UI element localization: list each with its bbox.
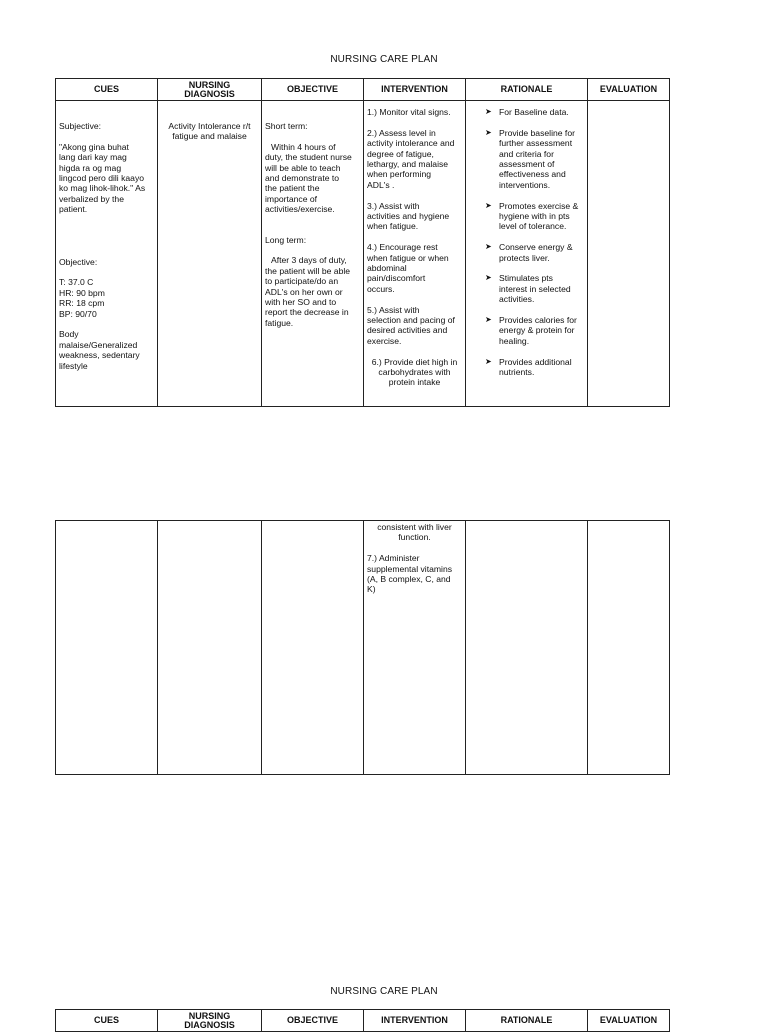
intervention-item: 4.) Encourage rest when fatigue or when abdominal pain/discomfort occurs. xyxy=(367,242,449,294)
arrow-bullet-icon: ➤ xyxy=(485,315,492,325)
table-body-row xyxy=(56,521,670,775)
vital-signs: T: 37.0 C HR: 90 bpm RR: 18 cpm BP: 90/70 xyxy=(59,277,105,319)
header-nursing-diagnosis: NURSING DIAGNOSIS xyxy=(158,1010,262,1032)
intervention-item: 1.) Monitor vital signs. xyxy=(367,107,451,117)
objective-cell xyxy=(262,521,364,775)
long-term-text: After 3 days of duty, the patient will be able to participate/do an ADL's on her own or with her SO and to report the decrease in fatigue. xyxy=(265,255,351,328)
rationale-item: ➤ Provide baseline for further assessment and criteria for assessment of effectiveness and interventions. xyxy=(485,127,575,190)
header-evaluation: EVALUATION xyxy=(588,1010,670,1032)
subjective-label: Subjective: xyxy=(59,121,102,131)
rationale-list xyxy=(469,107,584,377)
long-term-label: Long term: xyxy=(265,234,307,245)
arrow-bullet-icon: ➤ xyxy=(485,356,492,366)
rationale-item: ➤ Stimulates pts interest in selected activities. xyxy=(485,273,571,305)
rationale-item: ➤ Provides additional nutrients. xyxy=(485,356,572,378)
intervention-item: 7.) Administer supplemental vitamins (A, B complex, C, and K) xyxy=(367,553,453,595)
arrow-bullet-icon: ➤ xyxy=(485,273,492,283)
diagnosis-cell xyxy=(158,521,262,775)
intervention-item: 3.) Assist with activities and hygiene when fatigue. xyxy=(367,200,450,232)
header-evaluation: EVALUATION xyxy=(588,79,670,101)
objective-label: Objective: xyxy=(59,256,98,267)
cues-cell xyxy=(56,101,158,407)
header-objective: OBJECTIVE xyxy=(262,79,364,101)
evaluation-cell xyxy=(588,101,670,407)
intervention-item: consistent with liver function. xyxy=(377,522,452,543)
care-plan-continuation-table xyxy=(55,520,670,775)
rationale-item: ➤ Promotes exercise & hygiene with in pts level of tolerance. xyxy=(485,200,579,232)
arrow-bullet-icon: ➤ xyxy=(485,127,492,137)
rationale-item: ➤ For Baseline data. xyxy=(485,107,569,117)
header-rationale: RATIONALE xyxy=(466,79,588,101)
rationale-item: ➤ Provides calories for energy & protein for healing. xyxy=(485,315,577,346)
header-rationale: RATIONALE xyxy=(466,1010,588,1032)
header-cues: CUES xyxy=(56,1010,158,1032)
diagnosis-cell xyxy=(158,101,262,407)
header-objective: OBJECTIVE xyxy=(262,1010,364,1032)
header-intervention: INTERVENTION xyxy=(364,79,466,101)
table-header-row xyxy=(56,79,670,101)
table-header-row xyxy=(56,1010,670,1032)
header-nursing-diagnosis: NURSING DIAGNOSIS xyxy=(158,79,262,101)
arrow-bullet-icon: ➤ xyxy=(485,107,492,116)
subjective-text: "Akong gina buhat lang dari kay mag higda ra og mag lingcod pero dili kaayo ko mag lihok-lihok." As verbalized by the patient. xyxy=(59,141,146,215)
evaluation-cell xyxy=(588,521,670,775)
short-term-label: Short term: xyxy=(265,121,308,131)
intervention-item: 2.) Assess level in activity intolerance and degree of fatigue, lethargy, and malaise when performing ADL's . xyxy=(367,127,455,190)
intervention-item: 6.) Provide diet high in carbohydrates with protein intake xyxy=(371,356,458,388)
rationale-item: ➤ Conserve energy & protects liver. xyxy=(485,242,573,263)
care-plan-table xyxy=(55,78,670,407)
intervention-cell xyxy=(364,101,466,407)
intervention-cell xyxy=(364,521,466,775)
rationale-cell xyxy=(466,521,588,775)
rationale-cell xyxy=(466,101,588,407)
intervention-item: 5.) Assist with selection and pacing of desired activities and exercise. xyxy=(367,304,455,346)
page-title: NURSING CARE PLAN xyxy=(330,54,438,65)
objective-findings: Body malaise/Generalized weakness, sedentary lifestyle xyxy=(59,329,140,371)
header-intervention: INTERVENTION xyxy=(364,1010,466,1032)
nursing-diagnosis-text: Activity Intolerance r/t fatigue and malaise xyxy=(168,121,251,142)
arrow-bullet-icon: ➤ xyxy=(485,200,492,210)
page-title: NURSING CARE PLAN xyxy=(330,986,438,997)
objective-cell xyxy=(262,101,364,407)
header-cues: CUES xyxy=(56,79,158,101)
table-body-row xyxy=(56,101,670,407)
cues-cell xyxy=(56,521,158,775)
arrow-bullet-icon: ➤ xyxy=(485,242,492,252)
short-term-text: Within 4 hours of duty, the student nurse will be able to teach and demonstrate to the patient the importance of activities/exercise. xyxy=(265,141,352,215)
care-plan-table xyxy=(55,1009,670,1032)
